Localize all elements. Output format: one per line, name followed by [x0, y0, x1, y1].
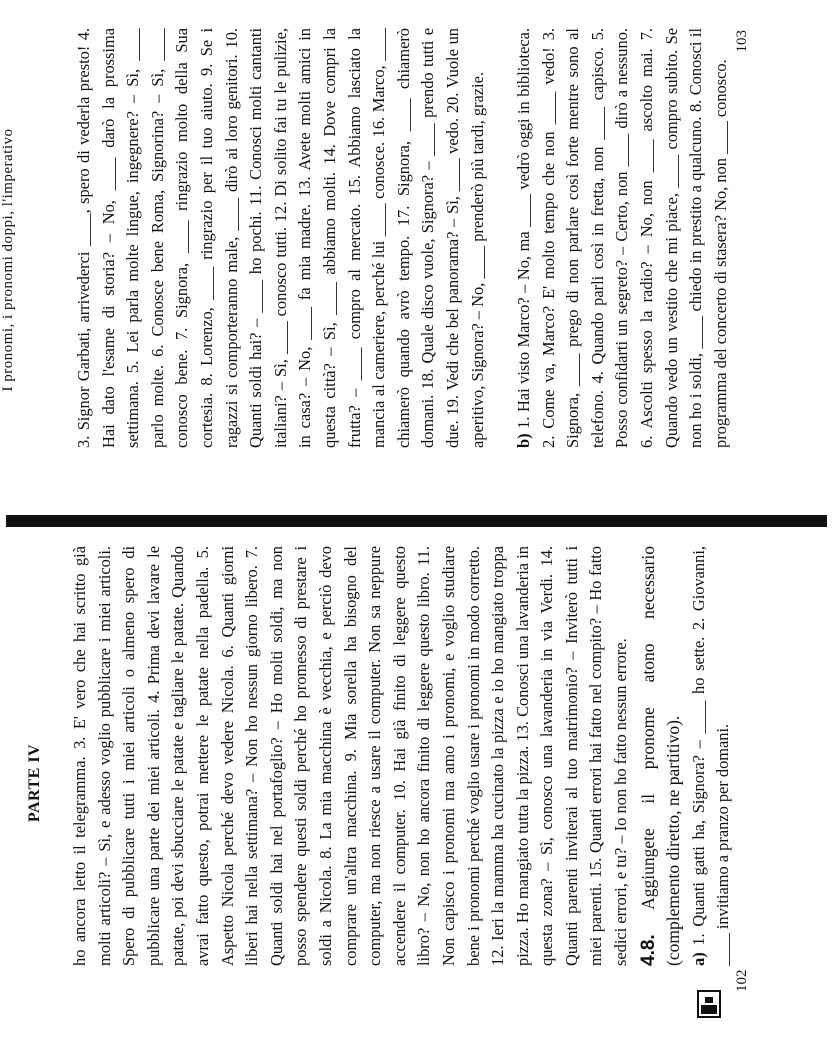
section-b-text: 1. Hai visto Marco? – No, ma ____ vedrò oggi in biblioteca. 2. Come va, Marco? E' molto tempo che non ____ vedo! 3. Signora, ____ prego di non parlare così forte mentre sono al telefono. 4. Quando parli così in fretta, non ____ capisco. 5. Posso confidarti un segreto? – Certo, non ____ dirò a nessuno. 6. Ascolti spesso la radio? – No, non ____ ascolto mai. 7. Quando vedo un vestito che mi piace, ____ compro subito. Se non ho i soldi, ____ chiedo in prestito a qualcuno. 8. Conosci il programma del concerto di stasera? No, non ____ conosco. [514, 28, 730, 448]
left-page-body [68, 546, 736, 966]
left-page [0, 522, 833, 1044]
exercise-title-part1: Aggiungete il pronome atono necessario ( [637, 546, 684, 966]
right-page-body [72, 28, 733, 448]
running-head-left: PARTE IV [26, 743, 43, 823]
section-b-label: b) [514, 433, 534, 448]
page-number-right: 103 [734, 30, 750, 53]
section-b-paragraph [512, 28, 733, 448]
section-a-text: 1. Quanti gatti ha, Signora? – ____ ho sette. 2. Giovanni, ____ invitiamo a pranzo per domani. [688, 546, 733, 966]
exercise-title-part2: partitivo). [663, 715, 684, 790]
exercise-continuation-text: ho ancora letto il telegramma. 3. E' vero che hai scritto già molti articoli? – Sì, e adesso voglio pubblicare i miei articoli. Spero di pubblicare tutti i miei articoli o almeno spero di pubblicare una parte dei miei articoli. 4. Prima devi lavare le patate, poi devi sbucciare le patate e tagliare le patate. Quando avrai fatto questo, potrai mettere le patate nella padella. 5. Aspetto Nicola perché devo vedere Nicola. 6. Quanti giorni liberi hai nella settimana? – Non ho nessun giorno libero. 7. Quanti soldi hai nel portafoglio? – Ho molti soldi, ma non posso spendere questi soldi perché ho promesso di prestare i soldi a Nicola. 8. La mia macchina è vecchia, e perciò devo comprare un'altra macchina. 9. Mia sorella ha bisogno del computer, ma non riesce a usare il computer. Non sa neppure accendere il computer. 10. Hai già finito di leggere questo libro? – No, non ho ancora finito di leggere questo libro. 11. Non capisco i pronomi ma amo i pronomi, e voglio studiare bene i pronomi perché voglio usare i pronomi in modo corretto. 12. Ieri la mamma ha cucinato la pizza e io ho mangiato troppa pizza. Ho mangiato tutta la pizza. 13. Conosci una lavanderia in questa zona? – Sì, conosco una lavanderia in via Verdi. 14. Quanti parenti inviterai al tuo matrimonio? – Inviterò tutti i miei parenti. 15. Quanti errori hai fatto nel compito? – Ho fatto sedici errori, e tu? – Io non ho fatto nessun errore. [70, 546, 631, 966]
section-gap [490, 28, 512, 448]
exercise-number: 4.8. [637, 934, 659, 966]
section-a-continuation: 3. Signor Garbati, arrivederci ____, spero di vederla presto! 4. Hai dato l'esame di storia? – No, ____ darò la prossima settimana. 5. Lei parla molte lingue, ingegnere? – Sì, ____ parlo molte. 6. Conosce bene Roma, Signorina? – Sì, ____ conosco bene. 7. Signora, ____ ringrazio molto della Sua cortesia. 8. Lorenzo, ____ ringrazio per il tuo aiuto. 9. Se i ragazzi si comporteranno male, ____ dirò ai loro genitori. 10. Quanti soldi hai? – ____ ho pochi. 11. Conosci molti cantanti italiani? – Sì, ____ conosco tutti. 12. Di solito fai tu le pulizie, in casa? – No, ____ fa mia madre. 13. Avete molti amici in questa città? – Sì, ____ abbiamo molti. 14. Dove compri la frutta? – ____ compro al mercato. 15. Abbiamo lasciato la mancia al cameriere, perché lui ____ conosce. 16. Marco, ____ chiamerò quando avrò tempo. 17. Signora, ____ chiamerò domani. 18. Quale disco vuole, Signora? – ____ prendo tutti e due. 19. Vedi che bel panorama? – Sì, ____ vedo. 20. Vuole un aperitivo, Signora? – No, ____ prenderò più tardi, grazie. [74, 28, 487, 448]
section-a-label: a) [688, 952, 708, 966]
running-head-right: I pronomi, i pronomi doppi, l'imperativo [0, 128, 16, 392]
exercise-title-bold: complemento diretto, ne [663, 789, 684, 961]
page-number-left: 102 [734, 969, 750, 992]
audio-cassette-icon [697, 990, 721, 1018]
exercise-4-8 [636, 546, 736, 966]
right-page [0, 0, 833, 520]
